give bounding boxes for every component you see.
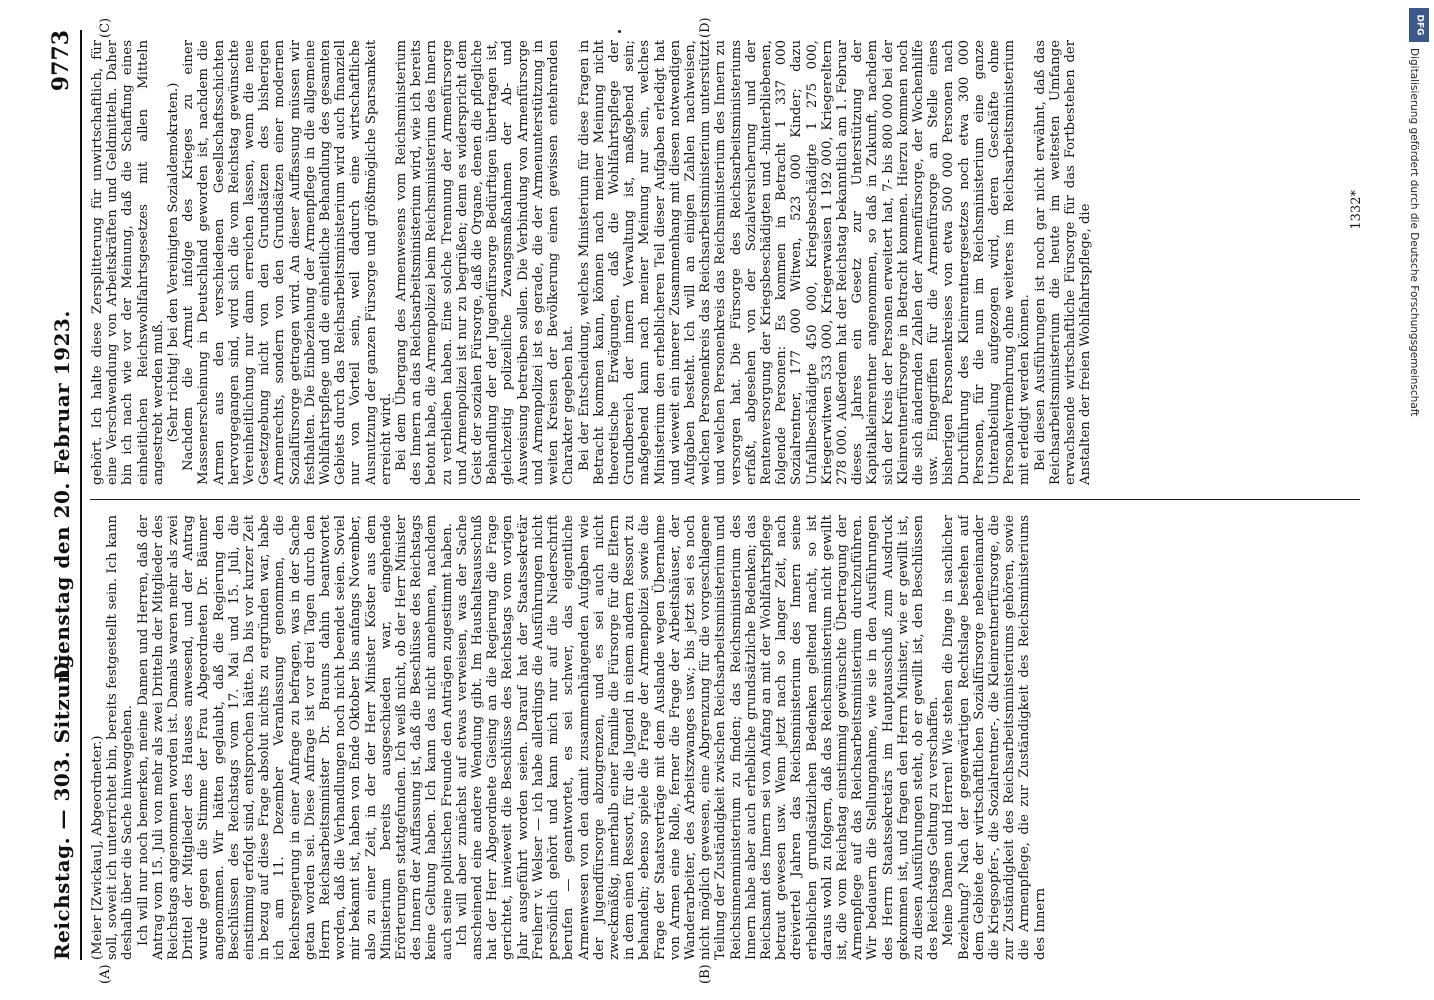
page-header — [46, 30, 82, 960]
paragraph: Bei dem Übergang des Armenwesens vom Reichsministerium des Innern an das Reichsarbeitsministerium wird, wie ich bereits betont habe, die Armenpolizei beim Reichsministerium des Innern zu verbleiben haben. Eine solche Trennung der Armenfürsorge und Armenpolizei ist nur zu begrüßen; denn es widerspricht dem Geist der sozialen Fürsorge, daß die Organe, denen die pflegliche Behandlung der der Jugendfürsorge Bedürftigen übertragen ist, gleichzeitig polizeiliche Zwangsmaßnahmen der Ab- und Ausweisung betreiben sollen. Die Verbindung von Armenfürsorge und Armenpolizei ist es gerade, die der Armenunterstützung in weiten Kreisen der Bevölkerung einen gewissen entehrenden Charakter gegeben hat. — [394, 40, 577, 485]
signature-mark: 1332* — [1349, 190, 1364, 230]
dfg-logo: DFG — [1409, 8, 1429, 42]
right-column — [90, 40, 1360, 485]
margin-mark-a: (A) — [98, 964, 113, 984]
interjection: (Sehr richtig! bei den Vereinigten Sozialdemokraten.) — [166, 82, 182, 443]
margin-mark-d: (D) — [698, 17, 713, 38]
header-left: Reichstag. — 303. Sitzung. — [50, 646, 74, 960]
credit-text: Digitalisierung gefördert durch die Deutsche Forschungsgemeinschaft — [1408, 48, 1420, 417]
column-divider — [90, 499, 1360, 500]
paragraph: gehört. Ich halte diese Zersplitterung für unwirtschaftlich, für eine Verschwendung von Arbeitskräften und Geldmitteln. Daher bin ich nach wie vor der Meinung, daß die Schaffung eines einheitlichen Reichswohlfahrtsgesetzes mit allen Mitteln angestrebt werden muß. — [90, 40, 166, 485]
paragraph: Ich will aber zunächst auf etwas verweisen, was der Sache anscheinend eine andere Wendung gibt. Im Haushaltsausschuß hat der Herr Abgeordnete Giesing an die Regierung die Frage gerichtet, inwieweit die Beschlüsse des Reichstags vom vorigen Jahr ausgeführt worden seien. Darauf hat der Staatssekretär Freiherr v. Welser — ich habe allerdings die Ausführungen nicht persönlich gehört und kann mich nur auf die Niederschrift berufen — geantwortet, es sei schwer, das eigentliche Armenwesen von den damit zusammenhängenden Aufgaben wie der Jugendfürsorge abzugrenzen, und es sei auch nicht zweckmäßig, innerhalb einer Familie die Fürsorge für die Eltern in dem einen Ressort, für die Jugend in einem andern Ressort zu behandeln; ebenso spiele die Frage der Armenpolizei sowie die Frage der Staatsverträge mit dem Auslande wegen Übernahme von Armen eine Rolle, ferner die Frage der Arbeitshäuser, der Wanderarbeiter, des Arbeitszwanges usw.; bis jetzt sei es noch nicht möglich gewesen, eine Abgrenzung für die vorgeschlagene Teilung der Zuständigkeit zwischen Reichsarbeitsministerium und Reichsinnenministerium zu finden; das Reichsministerium des Innern habe aber auch erhebliche grundsätzliche Bedenken; das Reichsamt des Innern sei von Anfang an mit der Wohlfahrtspflege betraut gewesen usw. Wenn jetzt nach so langer Zeit, nach dreiviertel Jahren das Reichsministerium des Innern seine erheblichen grundsätzlichen Bedenken geltend macht, so ist daraus wohl zu folgern, daß das Reichsministerium nicht gewillt ist, die vom Reichstag einstimmig gewünschte Übertragung der Armenpflege auf das Reichsarbeitsministerium durchzuführen. Wir bedauern die Stellungnahme, wie sie in den Ausführungen des Herrn Staatssekretärs im Hauptausschuß zum Ausdruck gekommen ist, und fragen den Herrn Minister, wie er gewillt ist, zu diesen Ausführungen steht, ob er gewillt ist, den Beschlüssen des Reichstags Geltung zu verschaffen. — [454, 515, 942, 960]
paragraph: Ich will nur noch bemerken, meine Damen und Herren, daß der Antrag vom 15. Juli von mehr als zwei Dritteln der Mitglieder des Reichstags angenommen worden ist. Damals waren mehr als zwei Drittel der Mitglieder des Hauses anwesend, und der Antrag wurde gegen die Stimme der Frau Abgeordneten Dr. Bäumer angenommen. Wir hätten geglaubt, daß die Regierung den Beschlüssen des Reichstags vom 17. Mai und 15. Juli, die einstimmig erfolgt sind, entsprochen hätte. Da bis vor kurzer Zeit in bezug auf diese Frage absolut nichts zu ergründen war, habe ich am 11. Dezember Veranlassung genommen, die Reichsregierung in einer Anfrage zu befragen, was in der Sache getan worden sei. Diese Anfrage ist vor drei Tagen durch den Herrn Reichsarbeitsminister Dr. Brauns dahin beantwortet worden, daß die Verhandlungen noch nicht beendet seien. Soviel mir bekannt ist, haben von Ende Oktober bis anfangs November, also zu einer Zeit, in der der Herr Minister Köster aus dem Ministerium bereits ausgeschieden war, eingehende Erörterungen stattgefunden. Ich weiß nicht, ob der Herr Minister des Innern der Auffassung ist, daß die Beschlüsse des Reichstags keine Geltung haben. Ich kann das nicht annehmen, nachdem auch seine politischen Freunde den Anträgen zugestimmt haben. — [135, 515, 455, 960]
paragraph: Meine Damen und Herren! Wie stehen die Dinge in sachlicher Beziehung? Nach der gegenwärtigen Rechtslage bestehen auf dem Gebiete der wirtschaftlichen Sozialfürsorge nebeneinander die Kriegsopfer-, die Sozialrentner-, die Kleinrentnerfürsorge, die zur Zuständigkeit des Reichsarbeitsministeriums gehören, sowie die Armenpflege, die zur Zuständigkeit des Reichsministeriums des Innern — [941, 515, 1048, 960]
paragraph: soll, soweit ich unterrichtet bin, bereits festgestellt sein. Ich kann deshalb über die Sache hinweggehen. — [105, 515, 136, 960]
page-number: 9773 — [48, 30, 74, 92]
header-date: Dienstag den 20. Februar 1923. — [50, 310, 74, 680]
dfg-credit — [1406, 0, 1432, 1000]
paragraph: Bei diesen Ausführungen ist noch gar nicht erwähnt, daß das Reichsarbeitsministerium die heute im weitesten Umfange erwachsende wirtschaftliche Fürsorge für das Fortbestehen der Anstalten der freien Wohlfahrtspflege, die — [1032, 40, 1094, 485]
margin-mark-b: (B) — [698, 964, 713, 984]
paragraph: Bei der Entscheidung, welches Ministerium für diese Fragen in Betracht kommen kann, können nach meiner Meinung nicht theoretische Erwägungen, daß die Wohlfahrtspflege der Grundbereich der innern Verwaltung ist, maßgebend sein; maßgebend kann nach meiner Meinung nur sein, welches Ministerium den erheblicheren Teil dieser Aufgaben erledigt hat und wieweit ein innerer Zusammenhang mit diesen notwendigen Aufgaben besteht. Ich will an einigen Zahlen nachweisen, welchen Personenkreis das Reichsarbeitsministerium unterstützt und welchen Personenkreis das Reichsministerium des Innern zu versorgen hat. Die Fürsorge des Reichsarbeitsministeriums erfaßt, abgesehen von der Sozialversicherung und der Rentenversorgung der Kriegsbeschädigten und -hinterbliebenen, folgende Personen: Es kommen in Betracht 1 337 000 Sozialrentner, 177 000 Witwen, 523 000 Kinder; dazu Unfallbeschädigte 450 000, Kriegsbeschädigte 1 275 000, Kriegerwitwen 533 000, Kriegerwaisen 1 192 000, Kriegereltern 278 000. Außerdem hat der Reichstag bekanntlich am 1. Februar dieses Jahres ein Gesetz zur Unterstützung der Kapitalkleinrentner angenommen, so daß in Zukunft, nachdem sich der Kreis der Personen erweitert hat, 7- bis 800 000 bei der Kleinrentnerfürsorge in Betracht kommen. Hierzu kommen noch die sich ändernden Zahlen der Armenfürsorge, der Wochenhilfe usw. Eingegriffen für die Armenfürsorge an Stelle eines bisherigen Personenkreises von etwa 500 000 Personen nach Durchführung des Kleinrentnergesetzes noch etwa 300 000 Personen, für die nun im Reichsministerium eine ganze Unterabteilung aufgezogen wird, deren Geschäfte ohne Personalvermehrung ohne weiteres im Reichsarbeitsministerium mit erledigt werden können. — [576, 40, 1033, 485]
speaker-line: (Meier [Zwickau], Abgeordneter.) — [90, 735, 105, 960]
margin-mark-c: (C) — [98, 17, 113, 38]
speck — [618, 30, 621, 33]
paragraph: Nachdem die Armut infolge des Krieges zu einer Massenerscheinung in Deutschland geworden ist, nachdem die Armen aus den verschiedenen Gesellschaftsschichten hervorgegangen sind, wird sich die vom Reichstag gewünschte Vereinheitlichung nur dann erreichen lassen, wenn die neue Gesetzgebung nicht von den Grundsätzen des bisherigen Armenrechts, sondern von den Grundsätzen einer modernen Sozialfürsorge getragen wird. An dieser Auffassung müssen wir festhalten. Die Einbeziehung der Armenpflege in die allgemeine Wohlfahrtspflege und die einheitliche Behandlung des gesamten Gebiets durch das Reichsarbeitsministerium wird auch finanziell nur von Vorteil sein, weil dadurch eine wirtschaftliche Ausnutzung der ganzen Fürsorge und größtmögliche Sparsamkeit erreicht wird. — [181, 40, 394, 485]
left-column — [90, 515, 1360, 960]
newspaper-page — [8, 10, 1408, 990]
